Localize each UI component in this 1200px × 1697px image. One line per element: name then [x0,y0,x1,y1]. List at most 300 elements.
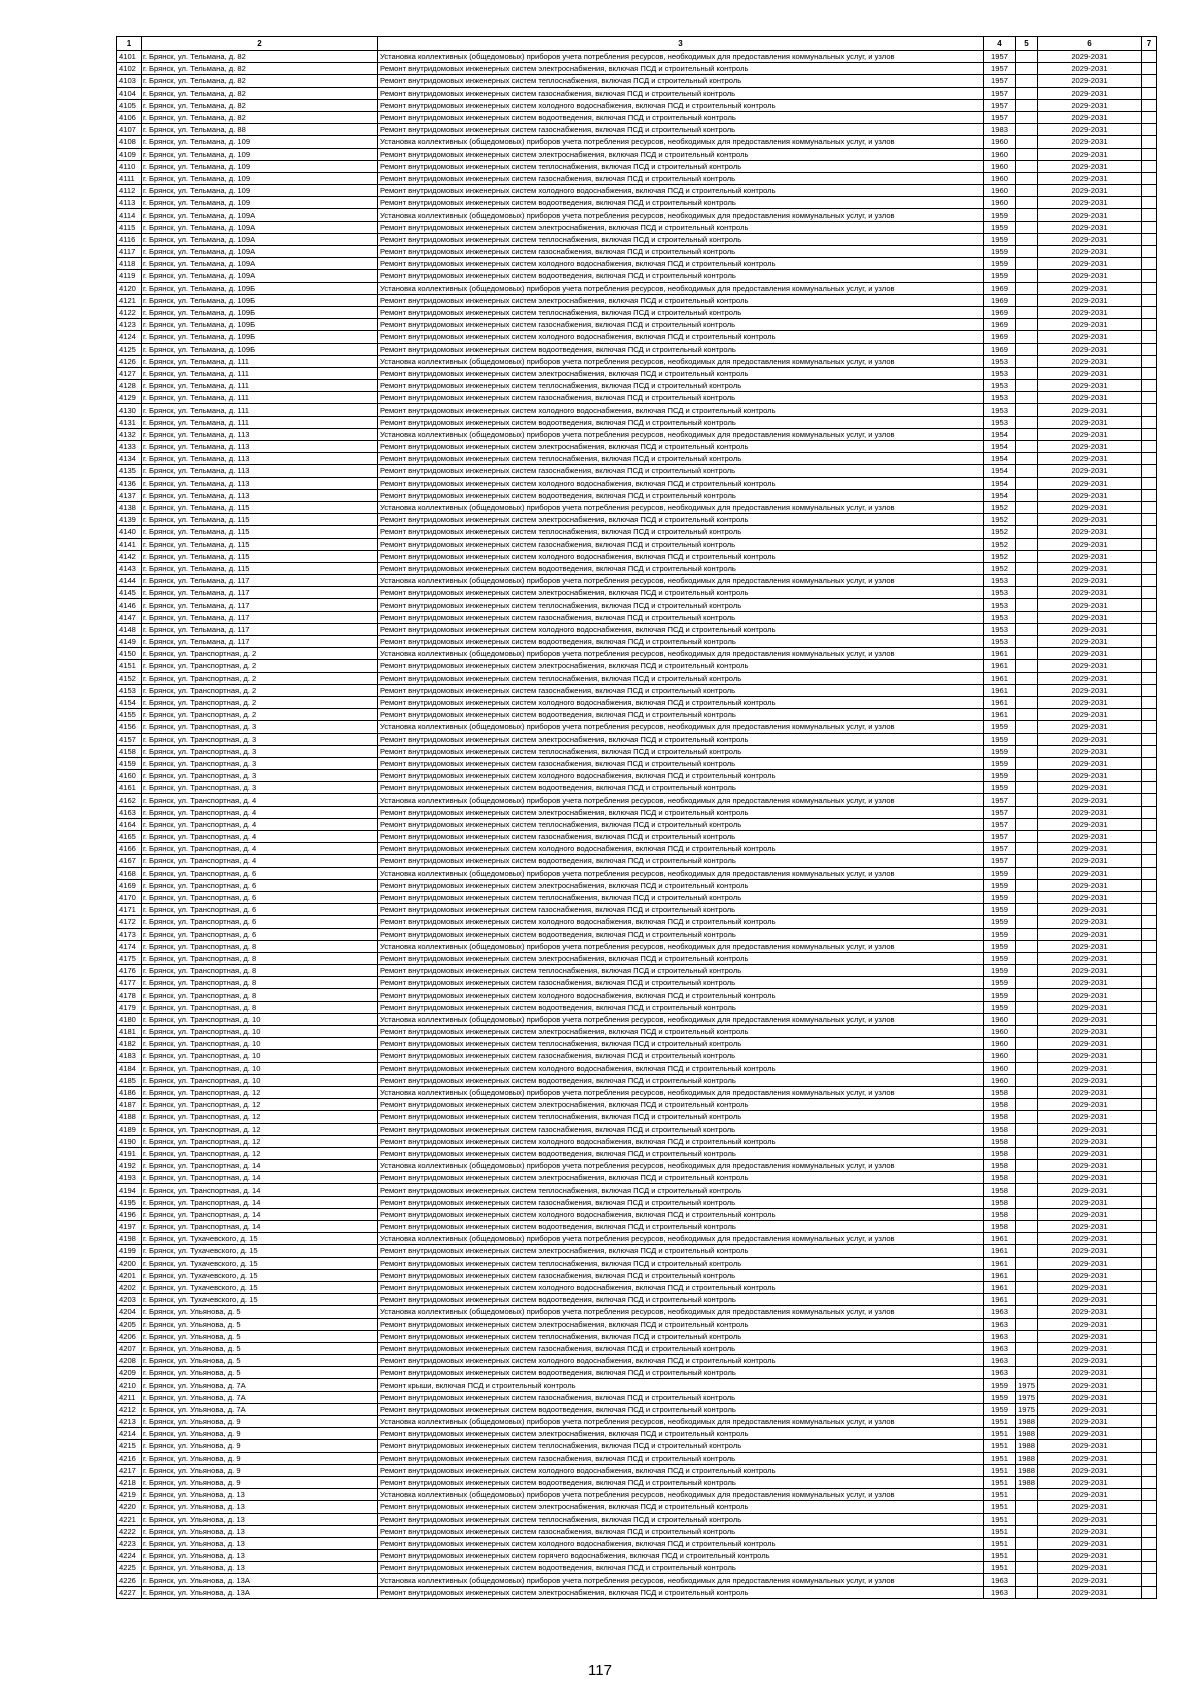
extra-cell [1142,745,1157,757]
address-cell: г. Брянск, ул. Тельмана, д. 111 [142,380,378,392]
row-number-cell: 4114 [117,209,142,221]
planned-period-cell: 2029-2031 [1038,1281,1142,1293]
build-year-cell: 1957 [984,99,1016,111]
address-cell: г. Брянск, ул. Ульянова, д. 7А [142,1403,378,1415]
address-cell: г. Брянск, ул. Транспортная, д. 4 [142,855,378,867]
table-row [117,428,1157,440]
work-type-cell: Установка коллективных (общедомовых) приборов учета потребления ресурсов, необходимых для предоставления коммунальных услуг, и узлов [378,428,984,440]
table-row [117,380,1157,392]
build-year-cell: 1953 [984,623,1016,635]
work-type-cell: Ремонт внутридомовых инженерных систем водоотведения, включая ПСД и строительный контроль [378,1001,984,1013]
build-year-cell: 1958 [984,1135,1016,1147]
table-row [117,172,1157,184]
work-type-cell: Установка коллективных (общедомовых) приборов учета потребления ресурсов, необходимых для предоставления коммунальных услуг, и узлов [378,136,984,148]
extra-cell [1142,136,1157,148]
work-type-cell: Ремонт внутридомовых инженерных систем теплоснабжения, включая ПСД и строительный контроль [378,1184,984,1196]
extra-cell [1142,904,1157,916]
extra-cell [1142,575,1157,587]
work-type-cell: Ремонт внутридомовых инженерных систем теплоснабжения, включая ПСД и строительный контроль [378,965,984,977]
table-row [117,1355,1157,1367]
extra-cell [1142,940,1157,952]
work-type-cell: Ремонт внутридомовых инженерных систем водоотведения, включая ПСД и строительный контроль [378,1074,984,1086]
planned-period-cell: 2029-2031 [1038,575,1142,587]
work-type-cell: Ремонт внутридомовых инженерных систем водоотведения, включая ПСД и строительный контроль [378,489,984,501]
work-type-cell: Ремонт внутридомовых инженерных систем холодного водоснабжения, включая ПСД и строительный контроль [378,404,984,416]
extra-cell [1142,623,1157,635]
extra-cell [1142,75,1157,87]
planned-period-cell: 2029-2031 [1038,404,1142,416]
build-year-cell: 1951 [984,1416,1016,1428]
table-row [117,1147,1157,1159]
row-number-cell: 4207 [117,1342,142,1354]
build-year-cell: 1951 [984,1476,1016,1488]
extra-cell [1142,148,1157,160]
build-year-cell: 1960 [984,185,1016,197]
work-type-cell: Ремонт внутридомовых инженерных систем электроснабжения, включая ПСД и строительный контроль [378,514,984,526]
table-row [117,392,1157,404]
work-type-cell: Ремонт внутридомовых инженерных систем газоснабжения, включая ПСД и строительный контроль [378,1196,984,1208]
build-year-cell: 1958 [984,1086,1016,1098]
build-year-cell: 1960 [984,1074,1016,1086]
work-type-cell: Ремонт внутридомовых инженерных систем водоотведения, включая ПСД и строительный контроль [378,928,984,940]
renovation-year-cell [1016,392,1038,404]
build-year-cell: 1958 [984,1221,1016,1233]
extra-cell [1142,806,1157,818]
address-cell: г. Брянск, ул. Тельмана, д. 109Б [142,343,378,355]
build-year-cell: 1957 [984,75,1016,87]
address-cell: г. Брянск, ул. Транспортная, д. 8 [142,952,378,964]
table-row [117,587,1157,599]
table-row [117,221,1157,233]
extra-cell [1142,1428,1157,1440]
work-type-cell: Ремонт внутридомовых инженерных систем газоснабжения, включая ПСД и строительный контроль [378,1123,984,1135]
build-year-cell: 1963 [984,1318,1016,1330]
build-year-cell: 1959 [984,989,1016,1001]
address-cell: г. Брянск, ул. Транспортная, д. 2 [142,709,378,721]
row-number-cell: 4147 [117,611,142,623]
table-row [117,331,1157,343]
table-row [117,855,1157,867]
row-number-cell: 4209 [117,1367,142,1379]
address-cell: г. Брянск, ул. Тельмана, д. 111 [142,392,378,404]
extra-cell [1142,794,1157,806]
work-type-cell: Ремонт внутридомовых инженерных систем газоснабжения, включая ПСД и строительный контроль [378,392,984,404]
row-number-cell: 4143 [117,562,142,574]
work-type-cell: Установка коллективных (общедомовых) приборов учета потребления ресурсов, необходимых для предоставления коммунальных услуг, и узлов [378,1160,984,1172]
row-number-cell: 4160 [117,770,142,782]
build-year-cell: 1958 [984,1147,1016,1159]
extra-cell [1142,319,1157,331]
build-year-cell: 1969 [984,343,1016,355]
row-number-cell: 4171 [117,904,142,916]
address-cell: г. Брянск, ул. Транспортная, д. 12 [142,1123,378,1135]
renovation-year-cell [1016,1062,1038,1074]
build-year-cell: 1952 [984,562,1016,574]
address-cell: г. Брянск, ул. Тельмана, д. 117 [142,623,378,635]
extra-cell [1142,1391,1157,1403]
work-type-cell: Ремонт внутридомовых инженерных систем теплоснабжения, включая ПСД и строительный контроль [378,1257,984,1269]
planned-period-cell: 2029-2031 [1038,916,1142,928]
extra-cell [1142,684,1157,696]
renovation-year-cell [1016,587,1038,599]
table-row [117,1281,1157,1293]
work-type-cell: Установка коллективных (общедомовых) приборов учета потребления ресурсов, необходимых для предоставления коммунальных услуг, и узлов [378,1013,984,1025]
work-type-cell: Ремонт внутридомовых инженерных систем электроснабжения, включая ПСД и строительный контроль [378,294,984,306]
work-type-cell: Ремонт внутридомовых инженерных систем теплоснабжения, включая ПСД и строительный контроль [378,526,984,538]
work-type-cell: Установка коллективных (общедомовых) приборов учета потребления ресурсов, необходимых для предоставления коммунальных услуг, и узлов [378,501,984,513]
work-type-cell: Ремонт внутридомовых инженерных систем водоотведения, включая ПСД и строительный контроль [378,1403,984,1415]
address-cell: г. Брянск, ул. Тельмана, д. 109А [142,221,378,233]
work-type-cell: Ремонт внутридомовых инженерных систем холодного водоснабжения, включая ПСД и строительный контроль [378,623,984,635]
table-row [117,1440,1157,1452]
build-year-cell: 1958 [984,1111,1016,1123]
renovation-year-cell [1016,160,1038,172]
renovation-year-cell [1016,1257,1038,1269]
planned-period-cell: 2029-2031 [1038,709,1142,721]
row-number-cell: 4216 [117,1452,142,1464]
renovation-year-cell [1016,1184,1038,1196]
planned-period-cell: 2029-2031 [1038,136,1142,148]
address-cell: г. Брянск, ул. Ульянова, д. 7А [142,1379,378,1391]
work-type-cell: Ремонт внутридомовых инженерных систем водоотведения, включая ПСД и строительный контроль [378,343,984,355]
renovation-year-cell [1016,136,1038,148]
row-number-cell: 4151 [117,660,142,672]
work-type-cell: Ремонт внутридомовых инженерных систем горячего водоснабжения, включая ПСД и строительный контроль [378,1550,984,1562]
planned-period-cell: 2029-2031 [1038,197,1142,209]
extra-cell [1142,1367,1157,1379]
renovation-year-cell [1016,380,1038,392]
table-row [117,477,1157,489]
renovation-year-cell [1016,757,1038,769]
renovation-year-cell [1016,1147,1038,1159]
extra-cell [1142,380,1157,392]
table-row [117,1550,1157,1562]
build-year-cell: 1959 [984,940,1016,952]
work-type-cell: Ремонт внутридомовых инженерных систем теплоснабжения, включая ПСД и строительный контроль [378,160,984,172]
planned-period-cell: 2029-2031 [1038,1184,1142,1196]
table-row [117,526,1157,538]
renovation-year-cell [1016,355,1038,367]
extra-cell [1142,282,1157,294]
planned-period-cell: 2029-2031 [1038,331,1142,343]
work-type-cell: Ремонт внутридомовых инженерных систем водоотведения, включая ПСД и строительный контроль [378,709,984,721]
renovation-year-cell [1016,1281,1038,1293]
row-number-cell: 4159 [117,757,142,769]
row-number-cell: 4193 [117,1172,142,1184]
address-cell: г. Брянск, ул. Тельмана, д. 82 [142,75,378,87]
extra-cell [1142,1172,1157,1184]
extra-cell [1142,1440,1157,1452]
row-number-cell: 4126 [117,355,142,367]
address-cell: г. Брянск, ул. Тельмана, д. 117 [142,636,378,648]
extra-cell [1142,1452,1157,1464]
work-type-cell: Ремонт внутридомовых инженерных систем холодного водоснабжения, включая ПСД и строительный контроль [378,1355,984,1367]
work-type-cell: Ремонт внутридомовых инженерных систем электроснабжения, включая ПСД и строительный контроль [378,660,984,672]
renovation-year-cell [1016,770,1038,782]
planned-period-cell: 2029-2031 [1038,1013,1142,1025]
renovation-year-cell [1016,1013,1038,1025]
work-type-cell: Установка коллективных (общедомовых) приборов учета потребления ресурсов, необходимых для предоставления коммунальных услуг, и узлов [378,1574,984,1586]
row-number-cell: 4178 [117,989,142,1001]
address-cell: г. Брянск, ул. Ульянова, д. 5 [142,1355,378,1367]
row-number-cell: 4113 [117,197,142,209]
build-year-cell: 1953 [984,611,1016,623]
address-cell: г. Брянск, ул. Тельмана, д. 115 [142,562,378,574]
row-number-cell: 4186 [117,1086,142,1098]
renovation-year-cell [1016,1074,1038,1086]
table-row [117,355,1157,367]
build-year-cell: 1959 [984,977,1016,989]
planned-period-cell: 2029-2031 [1038,721,1142,733]
build-year-cell: 1953 [984,380,1016,392]
renovation-year-cell [1016,1330,1038,1342]
build-year-cell: 1958 [984,1123,1016,1135]
address-cell: г. Брянск, ул. Тельмана, д. 113 [142,489,378,501]
planned-period-cell: 2029-2031 [1038,1550,1142,1562]
build-year-cell: 1969 [984,331,1016,343]
build-year-cell: 1958 [984,1208,1016,1220]
planned-period-cell: 2029-2031 [1038,818,1142,830]
table-row [117,562,1157,574]
planned-period-cell: 2029-2031 [1038,611,1142,623]
address-cell: г. Брянск, ул. Транспортная, д. 3 [142,721,378,733]
extra-cell [1142,51,1157,63]
row-number-cell: 4121 [117,294,142,306]
planned-period-cell: 2029-2031 [1038,1367,1142,1379]
table-row [117,977,1157,989]
work-type-cell: Установка коллективных (общедомовых) приборов учета потребления ресурсов, необходимых для предоставления коммунальных услуг, и узлов [378,1086,984,1098]
address-cell: г. Брянск, ул. Транспортная, д. 14 [142,1221,378,1233]
build-year-cell: 1951 [984,1562,1016,1574]
planned-period-cell: 2029-2031 [1038,489,1142,501]
address-cell: г. Брянск, ул. Транспортная, д. 8 [142,989,378,1001]
planned-period-cell: 2029-2031 [1038,343,1142,355]
extra-cell [1142,879,1157,891]
build-year-cell: 1961 [984,648,1016,660]
build-year-cell: 1961 [984,1233,1016,1245]
planned-period-cell: 2029-2031 [1038,1074,1142,1086]
extra-cell [1142,1135,1157,1147]
table-row [117,1257,1157,1269]
build-year-cell: 1959 [984,757,1016,769]
renovation-year-cell [1016,940,1038,952]
row-number-cell: 4172 [117,916,142,928]
extra-cell [1142,891,1157,903]
build-year-cell: 1959 [984,782,1016,794]
address-cell: г. Брянск, ул. Ульянова, д. 9 [142,1440,378,1452]
table-row [117,1525,1157,1537]
address-cell: г. Брянск, ул. Тельмана, д. 109А [142,209,378,221]
row-number-cell: 4183 [117,1050,142,1062]
table-row [117,1111,1157,1123]
address-cell: г. Брянск, ул. Тельмана, д. 82 [142,99,378,111]
build-year-cell: 1959 [984,1391,1016,1403]
extra-cell [1142,124,1157,136]
build-year-cell: 1961 [984,1294,1016,1306]
extra-cell [1142,221,1157,233]
build-year-cell: 1960 [984,197,1016,209]
row-number-cell: 4142 [117,550,142,562]
table-row [117,136,1157,148]
address-cell: г. Брянск, ул. Тельмана, д. 111 [142,404,378,416]
work-type-cell: Ремонт внутридомовых инженерных систем газоснабжения, включая ПСД и строительный контроль [378,1269,984,1281]
renovation-year-cell [1016,124,1038,136]
column-header-1: 1 [117,37,142,51]
work-type-cell: Ремонт внутридомовых инженерных систем электроснабжения, включая ПСД и строительный контроль [378,367,984,379]
address-cell: г. Брянск, ул. Тельмана, д. 109А [142,233,378,245]
address-cell: г. Брянск, ул. Транспортная, д. 12 [142,1147,378,1159]
renovation-year-cell [1016,331,1038,343]
row-number-cell: 4222 [117,1525,142,1537]
extra-cell [1142,1416,1157,1428]
planned-period-cell: 2029-2031 [1038,258,1142,270]
table-row [117,818,1157,830]
work-type-cell: Ремонт внутридомовых инженерных систем теплоснабжения, включая ПСД и строительный контроль [378,1513,984,1525]
address-cell: г. Брянск, ул. Ульянова, д. 5 [142,1318,378,1330]
table-row [117,160,1157,172]
renovation-year-cell [1016,1586,1038,1598]
work-type-cell: Установка коллективных (общедомовых) приборов учета потребления ресурсов, необходимых для предоставления коммунальных услуг, и узлов [378,794,984,806]
table-row [117,1086,1157,1098]
extra-cell [1142,721,1157,733]
planned-period-cell: 2029-2031 [1038,745,1142,757]
build-year-cell: 1960 [984,172,1016,184]
build-year-cell: 1951 [984,1513,1016,1525]
planned-period-cell: 2029-2031 [1038,367,1142,379]
extra-cell [1142,562,1157,574]
work-type-cell: Ремонт внутридомовых инженерных систем теплоснабжения, включая ПСД и строительный контроль [378,380,984,392]
planned-period-cell: 2029-2031 [1038,977,1142,989]
row-number-cell: 4148 [117,623,142,635]
table-row [117,1428,1157,1440]
build-year-cell: 1951 [984,1428,1016,1440]
renovation-year-cell [1016,709,1038,721]
extra-cell [1142,1513,1157,1525]
planned-period-cell: 2029-2031 [1038,587,1142,599]
renovation-year-cell [1016,1342,1038,1354]
work-type-cell: Ремонт внутридомовых инженерных систем теплоснабжения, включая ПСД и строительный контроль [378,75,984,87]
work-type-cell: Ремонт внутридомовых инженерных систем электроснабжения, включая ПСД и строительный контроль [378,1318,984,1330]
renovation-year-cell [1016,63,1038,75]
row-number-cell: 4155 [117,709,142,721]
renovation-year-cell [1016,209,1038,221]
planned-period-cell: 2029-2031 [1038,1196,1142,1208]
row-number-cell: 4177 [117,977,142,989]
column-header-5: 5 [1016,37,1038,51]
address-cell: г. Брянск, ул. Ульянова, д. 13 [142,1537,378,1549]
table-row [117,794,1157,806]
work-type-cell: Ремонт внутридомовых инженерных систем холодного водоснабжения, включая ПСД и строительный контроль [378,843,984,855]
table-row [117,782,1157,794]
renovation-year-cell [1016,782,1038,794]
extra-cell [1142,367,1157,379]
planned-period-cell: 2029-2031 [1038,672,1142,684]
row-number-cell: 4208 [117,1355,142,1367]
planned-period-cell: 2029-2031 [1038,221,1142,233]
renovation-year-cell [1016,197,1038,209]
table-row [117,1099,1157,1111]
work-type-cell: Установка коллективных (общедомовых) приборов учета потребления ресурсов, необходимых для предоставления коммунальных услуг, и узлов [378,355,984,367]
table-row [117,721,1157,733]
planned-period-cell: 2029-2031 [1038,550,1142,562]
address-cell: г. Брянск, ул. Тельмана, д. 117 [142,575,378,587]
row-number-cell: 4201 [117,1269,142,1281]
extra-cell [1142,1074,1157,1086]
address-cell: г. Брянск, ул. Тельмана, д. 109А [142,270,378,282]
build-year-cell: 1960 [984,136,1016,148]
extra-cell [1142,599,1157,611]
address-cell: г. Брянск, ул. Тельмана, д. 113 [142,477,378,489]
work-type-cell: Ремонт внутридомовых инженерных систем холодного водоснабжения, включая ПСД и строительный контроль [378,696,984,708]
extra-cell [1142,1147,1157,1159]
planned-period-cell: 2029-2031 [1038,806,1142,818]
address-cell: г. Брянск, ул. Транспортная, д. 4 [142,794,378,806]
row-number-cell: 4203 [117,1294,142,1306]
extra-cell [1142,246,1157,258]
renovation-year-cell [1016,660,1038,672]
row-number-cell: 4180 [117,1013,142,1025]
address-cell: г. Брянск, ул. Тельмана, д. 117 [142,611,378,623]
extra-cell [1142,465,1157,477]
row-number-cell: 4189 [117,1123,142,1135]
row-number-cell: 4192 [117,1160,142,1172]
planned-period-cell: 2029-2031 [1038,1172,1142,1184]
renovation-year-cell [1016,1306,1038,1318]
address-cell: г. Брянск, ул. Тельмана, д. 109 [142,185,378,197]
work-type-cell: Ремонт внутридомовых инженерных систем теплоснабжения, включая ПСД и строительный контроль [378,453,984,465]
address-cell: г. Брянск, ул. Ульянова, д. 5 [142,1342,378,1354]
row-number-cell: 4129 [117,392,142,404]
table-row [117,636,1157,648]
work-type-cell: Ремонт внутридомовых инженерных систем холодного водоснабжения, включая ПСД и строительный контроль [378,1062,984,1074]
renovation-year-cell [1016,831,1038,843]
renovation-year-cell [1016,806,1038,818]
build-year-cell: 1959 [984,916,1016,928]
address-cell: г. Брянск, ул. Транспортная, д. 8 [142,965,378,977]
renovation-year-cell [1016,258,1038,270]
planned-period-cell: 2029-2031 [1038,1135,1142,1147]
extra-cell [1142,965,1157,977]
row-number-cell: 4122 [117,306,142,318]
planned-period-cell: 2029-2031 [1038,282,1142,294]
build-year-cell: 1957 [984,87,1016,99]
renovation-year-cell: 1975 [1016,1403,1038,1415]
work-type-cell: Ремонт внутридомовых инженерных систем газоснабжения, включая ПСД и строительный контроль [378,904,984,916]
table-row [117,1562,1157,1574]
row-number-cell: 4141 [117,538,142,550]
renovation-year-cell [1016,453,1038,465]
address-cell: г. Брянск, ул. Транспортная, д. 14 [142,1196,378,1208]
work-type-cell: Ремонт внутридомовых инженерных систем электроснабжения, включая ПСД и строительный контроль [378,1245,984,1257]
work-type-cell: Ремонт внутридомовых инженерных систем водоотведения, включая ПСД и строительный контроль [378,416,984,428]
extra-cell [1142,709,1157,721]
renovation-year-cell [1016,904,1038,916]
row-number-cell: 4226 [117,1574,142,1586]
planned-period-cell: 2029-2031 [1038,160,1142,172]
extra-cell [1142,1086,1157,1098]
renovation-year-cell [1016,648,1038,660]
table-row [117,1196,1157,1208]
address-cell: г. Брянск, ул. Тельмана, д. 82 [142,87,378,99]
table-row [117,757,1157,769]
work-type-cell: Ремонт внутридомовых инженерных систем электроснабжения, включая ПСД и строительный контроль [378,148,984,160]
address-cell: г. Брянск, ул. Транспортная, д. 8 [142,1001,378,1013]
renovation-year-cell [1016,148,1038,160]
work-type-cell: Ремонт внутридомовых инженерных систем электроснабжения, включая ПСД и строительный контроль [378,952,984,964]
row-number-cell: 4158 [117,745,142,757]
renovation-year-cell [1016,1196,1038,1208]
renovation-year-cell [1016,989,1038,1001]
